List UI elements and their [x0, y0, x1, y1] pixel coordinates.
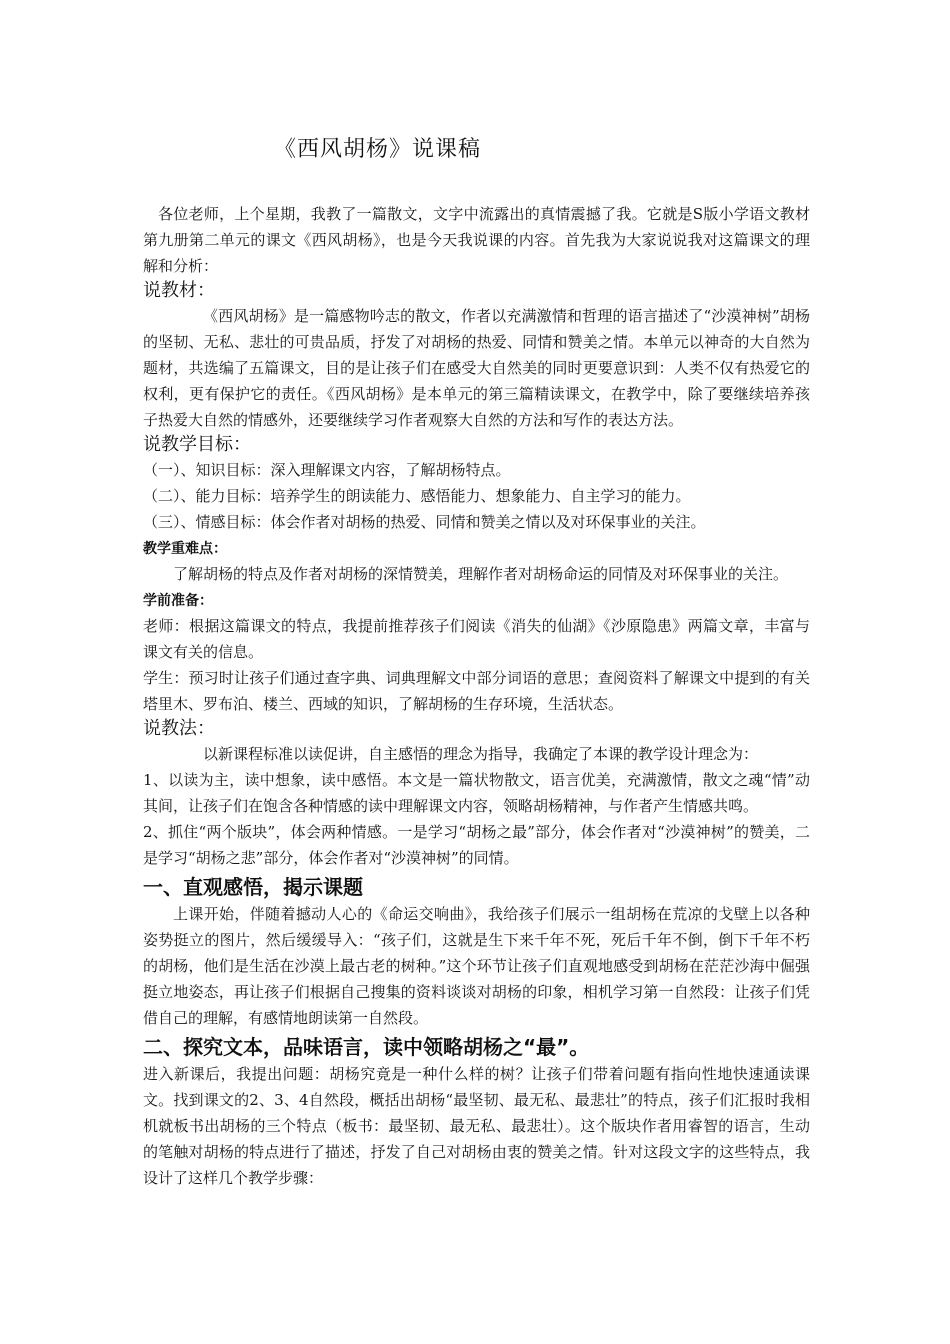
heading-section-two: 二、探究文本，品味语言，读中领略胡杨之“最”。 [143, 1035, 590, 1059]
method-point-2: 2、抓住“两个版块”，体会两种情感。一是学习“胡杨之最”部分，体会作者对“沙漠神树”的赞美，二是学习“胡杨之悲”部分，体会作者对“沙漠神树”的同情。 [143, 823, 810, 867]
heading-goals: 说教学目标： [143, 434, 251, 455]
heading-preparation: 学前准备： [143, 593, 213, 609]
key-points-paragraph: 了解胡杨的特点及作者对胡杨的深情赞美，理解作者对胡杨命运的同情及对环保事业的关注。 [173, 565, 789, 583]
intro-paragraph: 各位老师，上个星期，我教了一篇散文，文字中流露出的真情震撼了我。它就是S版小学语文教材第九册第二单元的课文《西风胡杨》，也是今天我说课的内容。首先我为大家说说我对这篇课文的理解和分析： [143, 205, 810, 275]
material-paragraph: 《西风胡杨》是一篇感物吟志的散文，作者以充满激情和哲理的语言描述了“沙漠神树”胡杨的坚韧、无私、悲壮的可贵品质，抒发了对胡杨的热爱、同情和赞美之情。本单元以神奇的大自然为题材，共选编了五篇课文，目的是让孩子们在感受大自然美的同时更要意识到：人类不仅有热爱它的权利，更有保护它的责任。《西风胡杨》是本单元的第三篇精读课文，在教学中，除了要继续培养孩子热爱大自然的情感外，还要继续学习作者观察大自然的方法和写作的表达方法。 [143, 307, 810, 429]
method-point-1: 1、以读为主，读中想象，读中感悟。本文是一篇状物散文，语言优美，充满激情，散文之魂“情”动其间，让孩子们在饱含各种情感的读中理解课文内容，领略胡杨精神，与作者产生情感共鸣。 [143, 771, 810, 815]
document-body [143, 133, 810, 1191]
heading-method: 说教法： [143, 718, 215, 739]
student-prep-paragraph: 学生：预习时让孩子们通过查字典、词典理解文中部分词语的意思；查阅资料了解课文中提到的有关塔里木、罗布泊、楼兰、西域的知识，了解胡杨的生存环境，生活状态。 [143, 669, 810, 713]
heading-material: 说教材： [143, 280, 215, 301]
goal-item-emotion: （三）、情感目标：体会作者对胡杨的热爱、同情和赞美之情以及对环保事业的关注。 [143, 513, 706, 531]
section-one-paragraph: 上课开始，伴随着撼动人心的《命运交响曲》，我给孩子们展示一组胡杨在荒凉的戈壁上以各种姿势挺立的图片，然后缓缓导入：“孩子们，这就是生下来千年不死，死后千年不倒，倒下千年不朽的胡杨，他们是生活在沙漠上最古老的树种。”这个环节让孩子们直观地感受到胡杨在茫茫沙海中倔强挺立地姿态，再让孩子们根据自己搜集的资料谈谈对胡杨的印象，相机学习第一自然段：让孩子们凭借自己的理解，有感情地朗读第一自然段。 [143, 905, 810, 1027]
heading-section-one: 一、直观感悟，揭示课题 [143, 875, 363, 899]
goal-item-ability: （二）、能力目标：培养学生的朗读能力、感悟能力、想象能力、自主学习的能力。 [143, 487, 691, 505]
method-intro-paragraph: 以新课程标准以读促讲，自主感悟的理念为指导，我确定了本课的教学设计理念为： [203, 745, 759, 763]
document-title: 《西风胡杨》说课稿 [274, 137, 482, 162]
goal-item-knowledge: （一）、知识目标：深入理解课文内容，了解胡杨特点。 [143, 461, 511, 479]
heading-key-points: 教学重难点： [143, 541, 227, 557]
teacher-prep-paragraph: 老师：根据这篇课文的特点，我提前推荐孩子们阅读《消失的仙湖》《沙原隐患》两篇文章，丰富与课文有关的信息。 [143, 617, 810, 661]
section-two-paragraph: 进入新课后，我提出问题：胡杨究竟是一种什么样的树？让孩子们带着问题有指向性地快速通读课文。找到课文的2、3、4自然段，概括出胡杨“最坚韧、最无私、最悲壮”的特点，孩子们汇报时我相机就板书出胡杨的三个特点（板书：最坚韧、最无私、最悲壮）。这个版块作者用睿智的语言，生动的笔触对胡杨的特点进行了描述，抒发了自己对胡杨由衷的赞美之情。针对这段文字的这些特点，我设计了这样几个教学步骤： [143, 1065, 810, 1187]
